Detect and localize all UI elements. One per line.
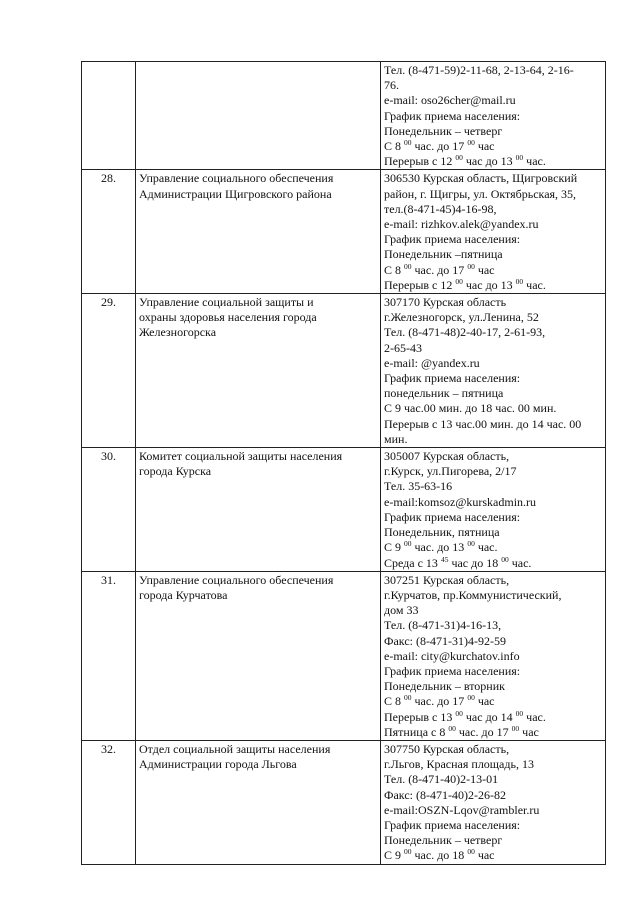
contact-line: г.Железногорск, ул.Ленина, 52 (384, 310, 539, 325)
time-minutes-superscript: 00 (501, 554, 509, 564)
time-text: час. до 17 (455, 724, 512, 739)
time-text: час. (474, 540, 498, 555)
contact-details (381, 170, 606, 294)
time-text: С 9 (384, 540, 405, 555)
contact-details (381, 294, 606, 448)
time-text: час (474, 694, 495, 709)
table-row (82, 740, 606, 864)
time-text: С 8 (384, 262, 405, 277)
contact-line: 2-65-43 (384, 340, 422, 355)
contact-line: г.Курск, ул.Пигорева, 2/17 (384, 464, 517, 479)
organization-name (136, 448, 381, 572)
time-text: час. до 17 (411, 262, 468, 277)
contact-line: Перерыв с 13 час.00 мин. до 14 час. 00 (384, 416, 582, 431)
time-text: час. до 17 (411, 139, 468, 154)
contact-line (384, 710, 602, 725)
organization-name-line: Управление социального обеспечения (139, 572, 334, 587)
time-minutes-superscript: 00 (404, 261, 412, 271)
contact-line (384, 725, 602, 740)
table-row (82, 294, 606, 448)
time-text: час. (523, 154, 546, 169)
contact-line: График приема населения: (384, 232, 521, 247)
row-number: 32. (82, 740, 136, 864)
time-minutes-superscript: 00 (467, 261, 475, 271)
row-number: 29. (82, 294, 136, 448)
contact-line (384, 694, 602, 709)
contact-line: 306530 Курская область, Щигровский (384, 171, 578, 186)
time-text: Перерыв с 12 (384, 154, 456, 169)
time-text: С 8 (384, 139, 405, 154)
time-text: Перерыв с 13 (384, 709, 456, 724)
row-number: 31. (82, 571, 136, 740)
time-minutes-superscript: 00 (515, 153, 524, 163)
time-minutes-superscript: 00 (515, 708, 524, 718)
time-minutes-superscript: 00 (467, 539, 475, 549)
time-text: час. до 18 (411, 848, 468, 863)
time-text: час. до 17 (411, 694, 468, 709)
organization-name (136, 571, 381, 740)
contact-line: Понедельник, пятница (384, 525, 500, 540)
organization-name-line: Администрации города Льгова (139, 757, 297, 772)
contact-line: e-mail:OSZN-Lqov@rambler.ru (384, 802, 540, 817)
contact-line (384, 154, 602, 169)
time-minutes-superscript: 00 (467, 138, 475, 148)
contact-line: г.Льгов, Красная площадь, 13 (384, 757, 534, 772)
contact-line: 307750 Курская область, (384, 741, 510, 756)
organization-name-line: охраны здоровья населения города (139, 310, 317, 325)
time-minutes-superscript: 45 (440, 554, 449, 564)
contact-line: г.Курчатов, пр.Коммунистический, (384, 587, 562, 602)
contact-line: График приема населения: (384, 509, 521, 524)
organization-name-line: Администрации Щигровского района (139, 186, 332, 201)
time-text: час (474, 262, 495, 277)
contact-line: Тел. (8-471-31)4-16-13, (384, 618, 502, 633)
time-text: час (474, 848, 495, 863)
table-row (82, 170, 606, 294)
contact-line: e-mail: @yandex.ru (384, 355, 480, 370)
time-text: Среда с 13 (384, 555, 441, 570)
contact-line: 307170 Курская область (384, 295, 507, 310)
time-text: час. (523, 277, 546, 292)
contact-line: Понедельник – четверг (384, 833, 503, 848)
organization-name-line: Отдел социальной защиты населения (139, 741, 331, 756)
contact-line: Понедельник – вторник (384, 679, 505, 694)
time-minutes-superscript: 00 (404, 539, 412, 549)
contact-line: Тел. (8-471-59)2-11-68, 2-13-64, 2-16- (384, 63, 574, 77)
contact-details (381, 571, 606, 740)
time-text: час до 13 (462, 277, 516, 292)
contact-line (384, 139, 602, 154)
time-minutes-superscript: 00 (455, 153, 463, 163)
contact-details (381, 448, 606, 572)
contact-line: График приема населения: (384, 817, 521, 832)
time-text: час. (508, 555, 532, 570)
contact-line: 76. (384, 78, 399, 93)
contact-line: понедельник – пятница (384, 386, 504, 401)
organization-name-line: города Курчатова (139, 587, 228, 602)
contact-line (384, 556, 602, 571)
organization-name (136, 294, 381, 448)
contact-line: 305007 Курская область, (384, 449, 510, 464)
time-text: час (474, 139, 495, 154)
time-minutes-superscript: 00 (404, 847, 412, 857)
time-minutes-superscript: 00 (404, 693, 412, 703)
contact-line: График приема населения: (384, 663, 521, 678)
time-text: Пятница с 8 (384, 724, 449, 739)
contact-line: График приема населения: (384, 371, 521, 386)
contact-line: Понедельник – четверг (384, 123, 503, 138)
contact-line: График приема населения: (384, 108, 521, 123)
contact-line: 307251 Курская область, (384, 572, 510, 587)
contact-line (384, 848, 602, 863)
time-minutes-superscript: 00 (515, 276, 524, 286)
contact-line (384, 278, 602, 293)
time-text: С 8 (384, 694, 405, 709)
time-text: час до 13 (462, 154, 516, 169)
contact-line: мин. (384, 431, 408, 446)
time-minutes-superscript: 00 (467, 693, 475, 703)
time-minutes-superscript: 00 (467, 847, 475, 857)
organization-name-line: Комитет социальной защиты населения (139, 449, 343, 464)
time-text: Перерыв с 12 (384, 277, 456, 292)
organization-name-line: Железногорска (139, 325, 217, 340)
contact-line: e-mail: oso26cher@mail.ru (384, 93, 516, 108)
time-minutes-superscript: 00 (455, 276, 463, 286)
time-minutes-superscript: 00 (455, 708, 463, 718)
contact-line: Факс: (8-471-40)2-26-82 (384, 787, 506, 802)
contact-line: район, г. Щигры, ул. Октябрьская, 35, (384, 186, 577, 201)
contact-details (381, 62, 606, 170)
contact-line: дом 33 (384, 603, 419, 618)
organization-name (136, 170, 381, 294)
organization-name-line: Управление социального обеспечения (139, 171, 334, 186)
time-text: С 9 (384, 848, 405, 863)
row-number: 28. (82, 170, 136, 294)
contact-details (381, 740, 606, 864)
contact-line: e-mail:komsoz@kurskadmin.ru (384, 494, 537, 509)
table-row (82, 448, 606, 572)
time-text: час до 14 (462, 709, 516, 724)
organization-name-line: Управление социальной защиты и (139, 295, 314, 310)
agencies-table (81, 61, 606, 865)
row-number (82, 62, 136, 170)
contact-line (384, 540, 602, 555)
contact-line: e-mail: city@kurchatov.info (384, 648, 520, 663)
table-row (82, 571, 606, 740)
table-row (82, 62, 606, 170)
time-text: час. (523, 709, 546, 724)
contact-line: С 9 час.00 мин. до 18 час. 00 мин. (384, 401, 557, 416)
time-text: час (519, 724, 539, 739)
agencies-table-body (82, 62, 606, 865)
contact-line: Тел. (8-471-48)2-40-17, 2-61-93, (384, 325, 546, 340)
contact-line: e-mail: rizhkov.alek@yandex.ru (384, 217, 539, 232)
contact-line: тел.(8-471-45)4-16-98, (384, 201, 497, 216)
time-minutes-superscript: 00 (404, 138, 412, 148)
contact-line: Понедельник –пятница (384, 247, 503, 262)
contact-line (384, 263, 602, 278)
contact-line: Факс: (8-471-31)4-92-59 (384, 633, 506, 648)
organization-name (136, 740, 381, 864)
time-minutes-superscript: 00 (448, 723, 456, 733)
contact-line: Тел. (8-471-40)2-13-01 (384, 772, 499, 787)
row-number: 30. (82, 448, 136, 572)
organization-name (136, 62, 381, 170)
time-text: час до 18 (448, 555, 502, 570)
time-minutes-superscript: 00 (511, 723, 520, 733)
organization-name-line: города Курска (139, 464, 212, 479)
contact-line: Тел. 35-63-16 (384, 479, 453, 494)
time-text: час. до 13 (411, 540, 468, 555)
